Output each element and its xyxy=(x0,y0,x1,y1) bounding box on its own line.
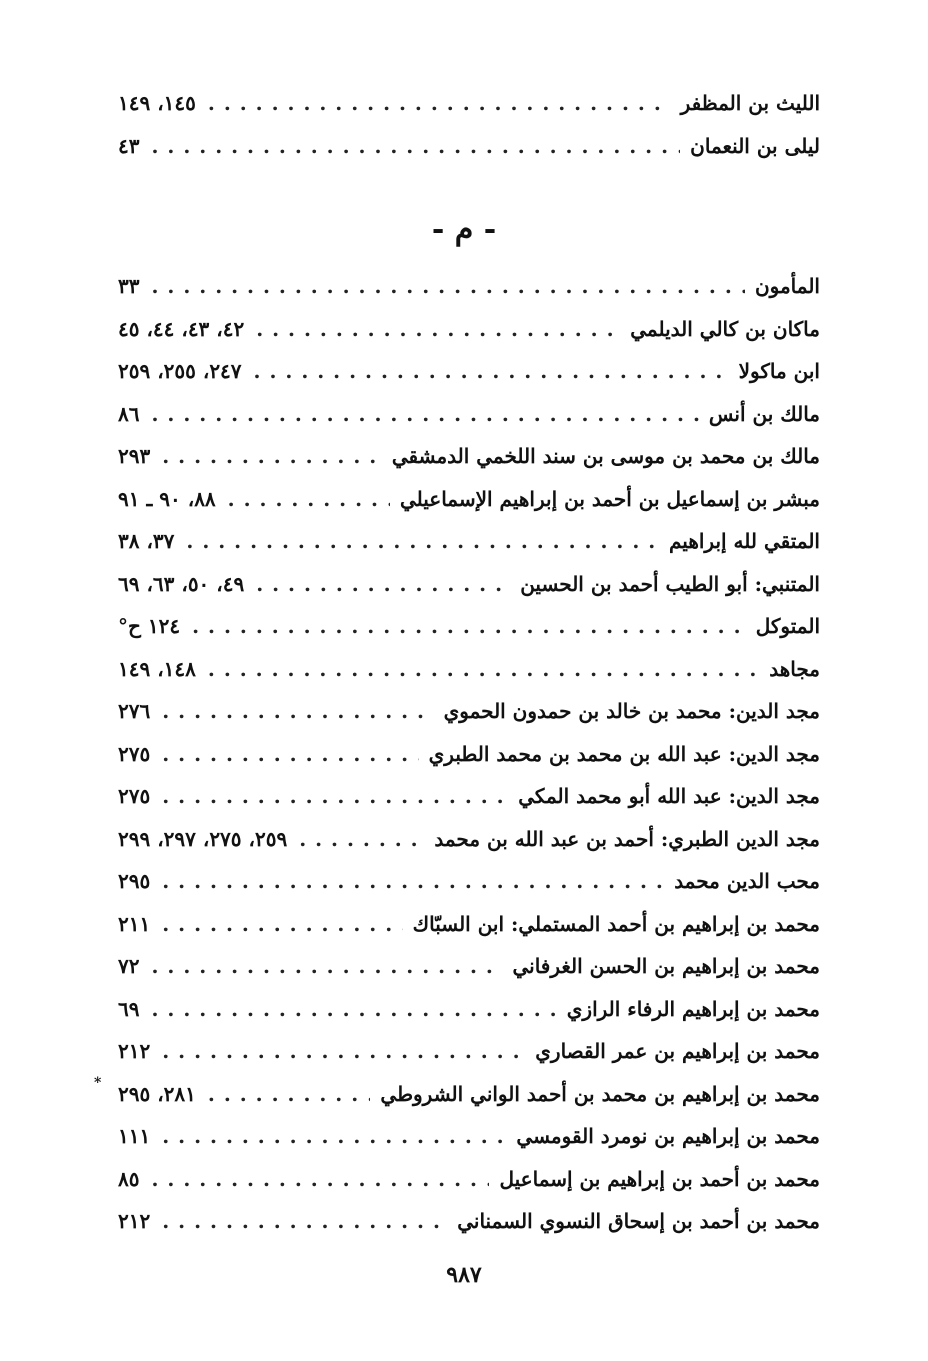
index-entry xyxy=(118,988,820,1031)
entry-name: الليث بن المظفر xyxy=(680,91,820,115)
entry-pages: ٧٢ xyxy=(118,954,140,978)
index-entry xyxy=(118,903,820,946)
entry-name: المتقي لله إبراهيم xyxy=(668,529,820,553)
index-entry xyxy=(118,733,820,776)
leader-dots xyxy=(151,125,680,168)
index-entry xyxy=(118,478,820,521)
entry-name: مالك بن محمد بن موسى بن سند اللخمي الدمشقي xyxy=(391,444,820,468)
index-entry xyxy=(118,435,820,478)
entry-name: مبشر بن إسماعيل بن أحمد بن إبراهيم الإسماعيلي xyxy=(399,486,820,511)
index-entry xyxy=(118,1030,820,1073)
index-entry xyxy=(118,1158,820,1201)
index-entry xyxy=(118,945,820,988)
leader-dots xyxy=(162,435,382,478)
entry-name: مجد الدين: عبد الله بن محمد بن محمد الطبري xyxy=(428,741,820,766)
entry-pages: ٢٧٦ xyxy=(118,699,151,723)
leader-dots xyxy=(162,775,508,818)
leader-dots xyxy=(256,563,510,606)
entry-pages: ٢٩٣ xyxy=(118,444,151,468)
entry-name: محمد بن أحمد بن إبراهيم بن إسماعيل xyxy=(499,1166,820,1191)
entry-name: مجد الدين: محمد بن خالد بن حمدون الحموي xyxy=(443,699,820,723)
entry-name: محمد بن إبراهيم بن محمد بن أحمد الواني الشروطي xyxy=(380,1081,820,1106)
entry-name: مجد الدين: عبد الله أبو محمد المكي xyxy=(518,784,820,808)
entry-pages: ٢٧٥ xyxy=(118,741,151,766)
index-entry xyxy=(118,1200,820,1243)
leader-dots xyxy=(208,82,671,125)
index-entry xyxy=(118,775,820,818)
entry-pages: ٢١٢ xyxy=(118,1039,151,1063)
index-entry xyxy=(118,350,820,393)
entry-pages: ٢١١ xyxy=(118,911,151,936)
top-entries xyxy=(118,82,820,167)
index-entry xyxy=(118,308,820,351)
leader-dots xyxy=(256,308,620,351)
index-entry xyxy=(118,818,820,861)
leader-dots xyxy=(151,393,698,436)
leader-dots xyxy=(162,690,433,733)
entry-name: محمد بن إبراهيم بن أحمد المستملي: ابن السبّاك xyxy=(412,911,820,936)
section-heading: - م - xyxy=(431,212,497,247)
margin-mark: * xyxy=(94,1075,102,1091)
leader-dots xyxy=(151,945,502,988)
entry-name: ماكان بن كالي الديلمي xyxy=(630,316,820,341)
index-entry xyxy=(118,520,820,563)
entry-name: محب الدين محمد xyxy=(674,869,820,893)
entry-name: ليلى بن النعمان xyxy=(690,133,820,158)
entry-name: مجد الدين الطبري: أحمد بن عبد الله بن محمد xyxy=(434,826,820,851)
entry-pages: ٣٣ xyxy=(118,274,140,298)
entry-pages: ٢٤٧، ٢٥٥، ٢٥٩ xyxy=(118,359,242,383)
index-entries xyxy=(118,265,820,1243)
index-entry xyxy=(118,265,820,308)
leader-dots xyxy=(162,903,402,946)
leader-dots xyxy=(162,1115,506,1158)
leader-dots xyxy=(162,733,418,776)
leader-dots xyxy=(151,265,744,308)
entry-name: المتوكل xyxy=(755,614,820,638)
index-entry xyxy=(118,690,820,733)
entry-name: المأمون xyxy=(754,274,820,298)
entry-pages: ٦٩ xyxy=(118,996,140,1021)
entry-name: محمد بن إبراهيم بن نومرد القومسي xyxy=(516,1124,820,1148)
entry-name: محمد بن إبراهيم بن عمر القصاري xyxy=(535,1039,820,1063)
leader-dots xyxy=(192,605,746,648)
leader-dots xyxy=(208,648,759,691)
leader-dots xyxy=(162,1200,447,1243)
entry-pages: ٢٧٥ xyxy=(118,784,151,808)
entry-name: محمد بن إبراهيم بن الحسن الغرفاني xyxy=(512,954,820,978)
entry-name: المتنبي: أبو الطيب أحمد بن الحسين xyxy=(520,571,820,596)
leader-dots xyxy=(208,1073,371,1116)
leader-dots xyxy=(254,350,729,393)
index-entry xyxy=(118,1073,820,1116)
entry-pages: ٤٢، ٤٣، ٤٤، ٤٥ xyxy=(118,316,245,341)
leader-dots xyxy=(186,520,659,563)
leader-dots xyxy=(162,860,664,903)
entry-pages: ١٤٥، ١٤٩ xyxy=(118,91,196,115)
leader-dots xyxy=(228,478,390,521)
leader-dots xyxy=(151,1158,489,1201)
entry-pages: ٨٦ xyxy=(118,401,140,426)
entry-pages: ٤٣ xyxy=(118,133,140,158)
page-number: ٩٨٧ xyxy=(446,1262,482,1288)
index-entry xyxy=(118,648,820,691)
entry-name: ابن ماكولا xyxy=(738,359,820,383)
entry-pages: ٢١٢ xyxy=(118,1209,151,1233)
entry-pages: ٣٧، ٣٨ xyxy=(118,529,175,553)
entry-name: مجاهد xyxy=(769,656,820,681)
entry-pages: ٨٨، ٩٠ ـ ٩١ xyxy=(118,486,216,511)
entry-name: محمد بن إبراهيم الرفاء الرازي xyxy=(566,996,820,1021)
entry-pages: ٤٩، ٥٠، ٦٣، ٦٩ xyxy=(118,571,245,596)
entry-name: محمد بن أحمد بن إسحاق النسوي السمناني xyxy=(457,1209,820,1233)
index-entry xyxy=(118,393,820,436)
leader-dots xyxy=(151,988,556,1031)
entry-pages: ٢٥٩، ٢٧٥، ٢٩٧، ٢٩٩ xyxy=(118,826,288,851)
index-entry xyxy=(118,82,820,125)
index-entry xyxy=(118,860,820,903)
leader-dots xyxy=(162,1030,525,1073)
index-entry xyxy=(118,563,820,606)
index-entry xyxy=(118,1115,820,1158)
entry-pages: ١٢٤ ح° xyxy=(118,614,181,638)
entry-name: مالك بن أنس xyxy=(708,401,820,426)
index-entry xyxy=(118,605,820,648)
index-entry xyxy=(118,125,820,168)
entry-pages: ١٤٨، ١٤٩ xyxy=(118,656,196,681)
leader-dots xyxy=(299,818,424,861)
entry-pages: ٨٥ xyxy=(118,1166,140,1191)
entry-pages: ٢٨١، ٢٩٥ xyxy=(118,1081,196,1106)
entry-pages: ٢٩٥ xyxy=(118,869,151,893)
entry-pages: ١١١ xyxy=(118,1124,151,1148)
